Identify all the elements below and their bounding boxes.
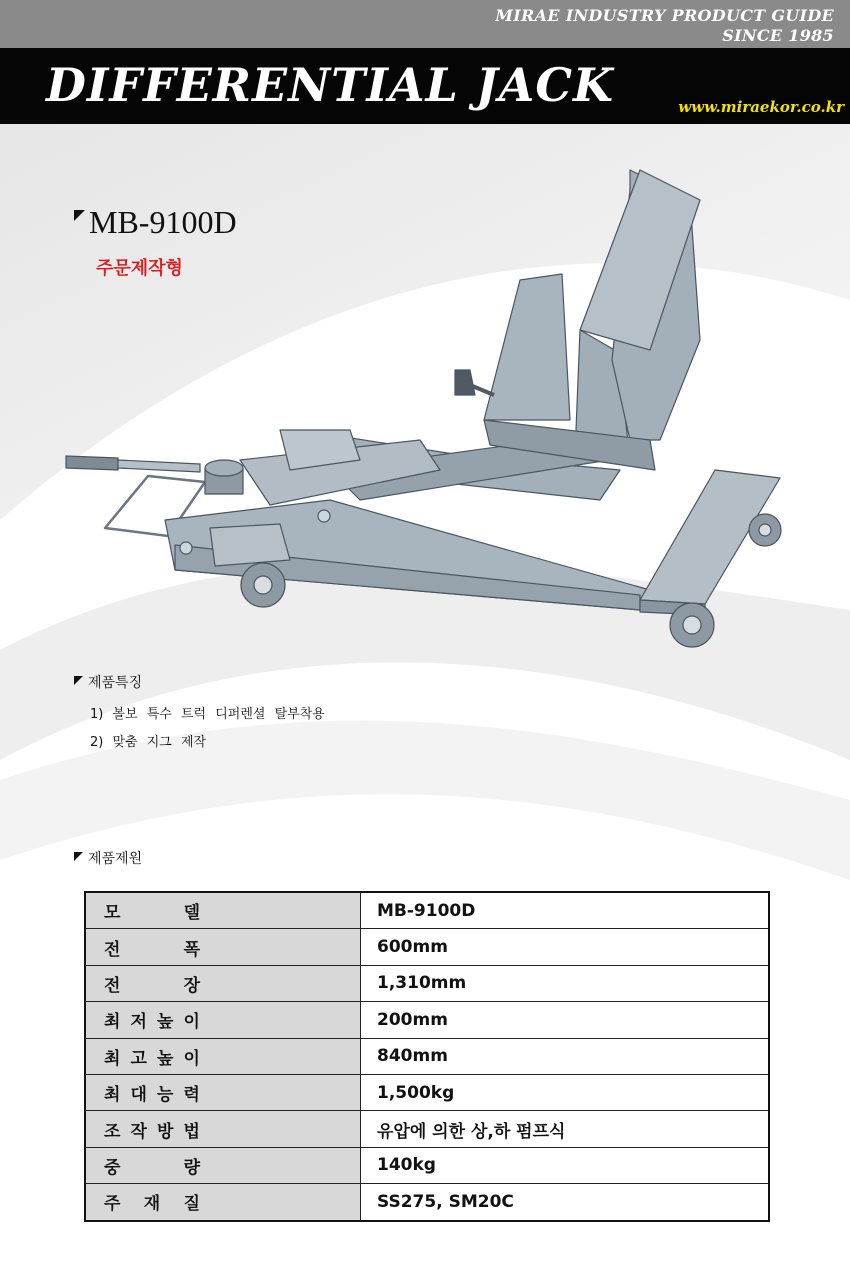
- label-char: 최: [104, 1048, 121, 1069]
- spec-value: 1,310mm: [361, 965, 770, 1001]
- spec-value: SS275, SM20C: [361, 1184, 770, 1221]
- spec-label: [85, 965, 361, 1001]
- features-heading-label: 제품특징: [88, 675, 143, 691]
- spec-label: [85, 1038, 361, 1074]
- spec-value: 140kg: [361, 1147, 770, 1183]
- label-char: 주: [104, 1194, 121, 1215]
- spec-row: [85, 1038, 769, 1074]
- spec-label: [85, 892, 361, 929]
- label-char: 이: [183, 1012, 200, 1033]
- model-code: MB-9100D: [89, 204, 237, 240]
- label-char: 작: [130, 1121, 147, 1142]
- label-char: 재: [143, 1194, 161, 1215]
- top-bar: [0, 0, 850, 48]
- label-char: 전: [104, 939, 121, 960]
- spec-label: [85, 1147, 361, 1183]
- spec-row: [85, 1002, 769, 1038]
- spec-row: [85, 892, 769, 929]
- spec-row: [85, 1111, 769, 1147]
- spec-label: [85, 1184, 361, 1221]
- feature-item: 2) 맞춤 지그 제작: [90, 735, 207, 750]
- spec-value: 200mm: [361, 1002, 770, 1038]
- label-char: 질: [183, 1194, 200, 1215]
- spec-row: [85, 929, 769, 965]
- label-char: 법: [183, 1121, 200, 1142]
- spec-value: 유압에 의한 상,하 펌프식: [361, 1111, 770, 1147]
- label-char: 높: [157, 1048, 174, 1069]
- spec-label: [85, 1111, 361, 1147]
- website-link[interactable]: www.miraekor.co.kr: [678, 98, 844, 116]
- spec-label: [85, 929, 361, 965]
- spec-row: [85, 1147, 769, 1183]
- label-char: 전: [104, 975, 121, 996]
- label-char: 이: [183, 1048, 200, 1069]
- label-char: 방: [157, 1121, 174, 1142]
- guide-title: MIRAE INDUSTRY PRODUCT GUIDE: [495, 6, 834, 25]
- spec-row: [85, 1074, 769, 1110]
- spec-table: [84, 891, 770, 1222]
- label-char: 고: [130, 1048, 147, 1069]
- label-char: 대: [130, 1085, 147, 1106]
- spec-value: 600mm: [361, 929, 770, 965]
- label-char: 장: [183, 975, 200, 996]
- spec-row: [85, 965, 769, 1001]
- since-text: SINCE 1985: [722, 26, 834, 45]
- jack-illustration: [60, 160, 790, 660]
- custom-order-label: 주문제작형: [96, 258, 183, 279]
- specs-heading-label: 제품제원: [88, 851, 143, 867]
- spec-label: [85, 1074, 361, 1110]
- label-char: 델: [183, 903, 200, 924]
- specs-heading: [74, 848, 142, 868]
- spec-label: [85, 1002, 361, 1038]
- page-title: DIFFERENTIAL JACK: [46, 58, 614, 112]
- label-char: 량: [183, 1157, 200, 1178]
- label-char: 최: [104, 1012, 121, 1033]
- spec-value: 840mm: [361, 1038, 770, 1074]
- triangle-marker-icon: [74, 852, 83, 861]
- label-char: 높: [157, 1012, 174, 1033]
- triangle-marker-icon: [74, 676, 83, 685]
- spec-value: 1,500kg: [361, 1074, 770, 1110]
- label-char: 중: [104, 1157, 121, 1178]
- label-char: 저: [130, 1012, 147, 1033]
- label-char: 모: [104, 903, 121, 924]
- spec-row: [85, 1184, 769, 1221]
- label-char: 능: [157, 1085, 174, 1106]
- label-char: 조: [104, 1121, 121, 1142]
- label-char: 최: [104, 1085, 121, 1106]
- label-char: 력: [183, 1085, 200, 1106]
- label-char: 폭: [183, 939, 200, 960]
- feature-item: 1) 볼보 특수 트럭 디퍼렌셜 탈부착용: [90, 707, 325, 722]
- spec-value: MB-9100D: [361, 892, 770, 929]
- features-heading: [74, 672, 142, 692]
